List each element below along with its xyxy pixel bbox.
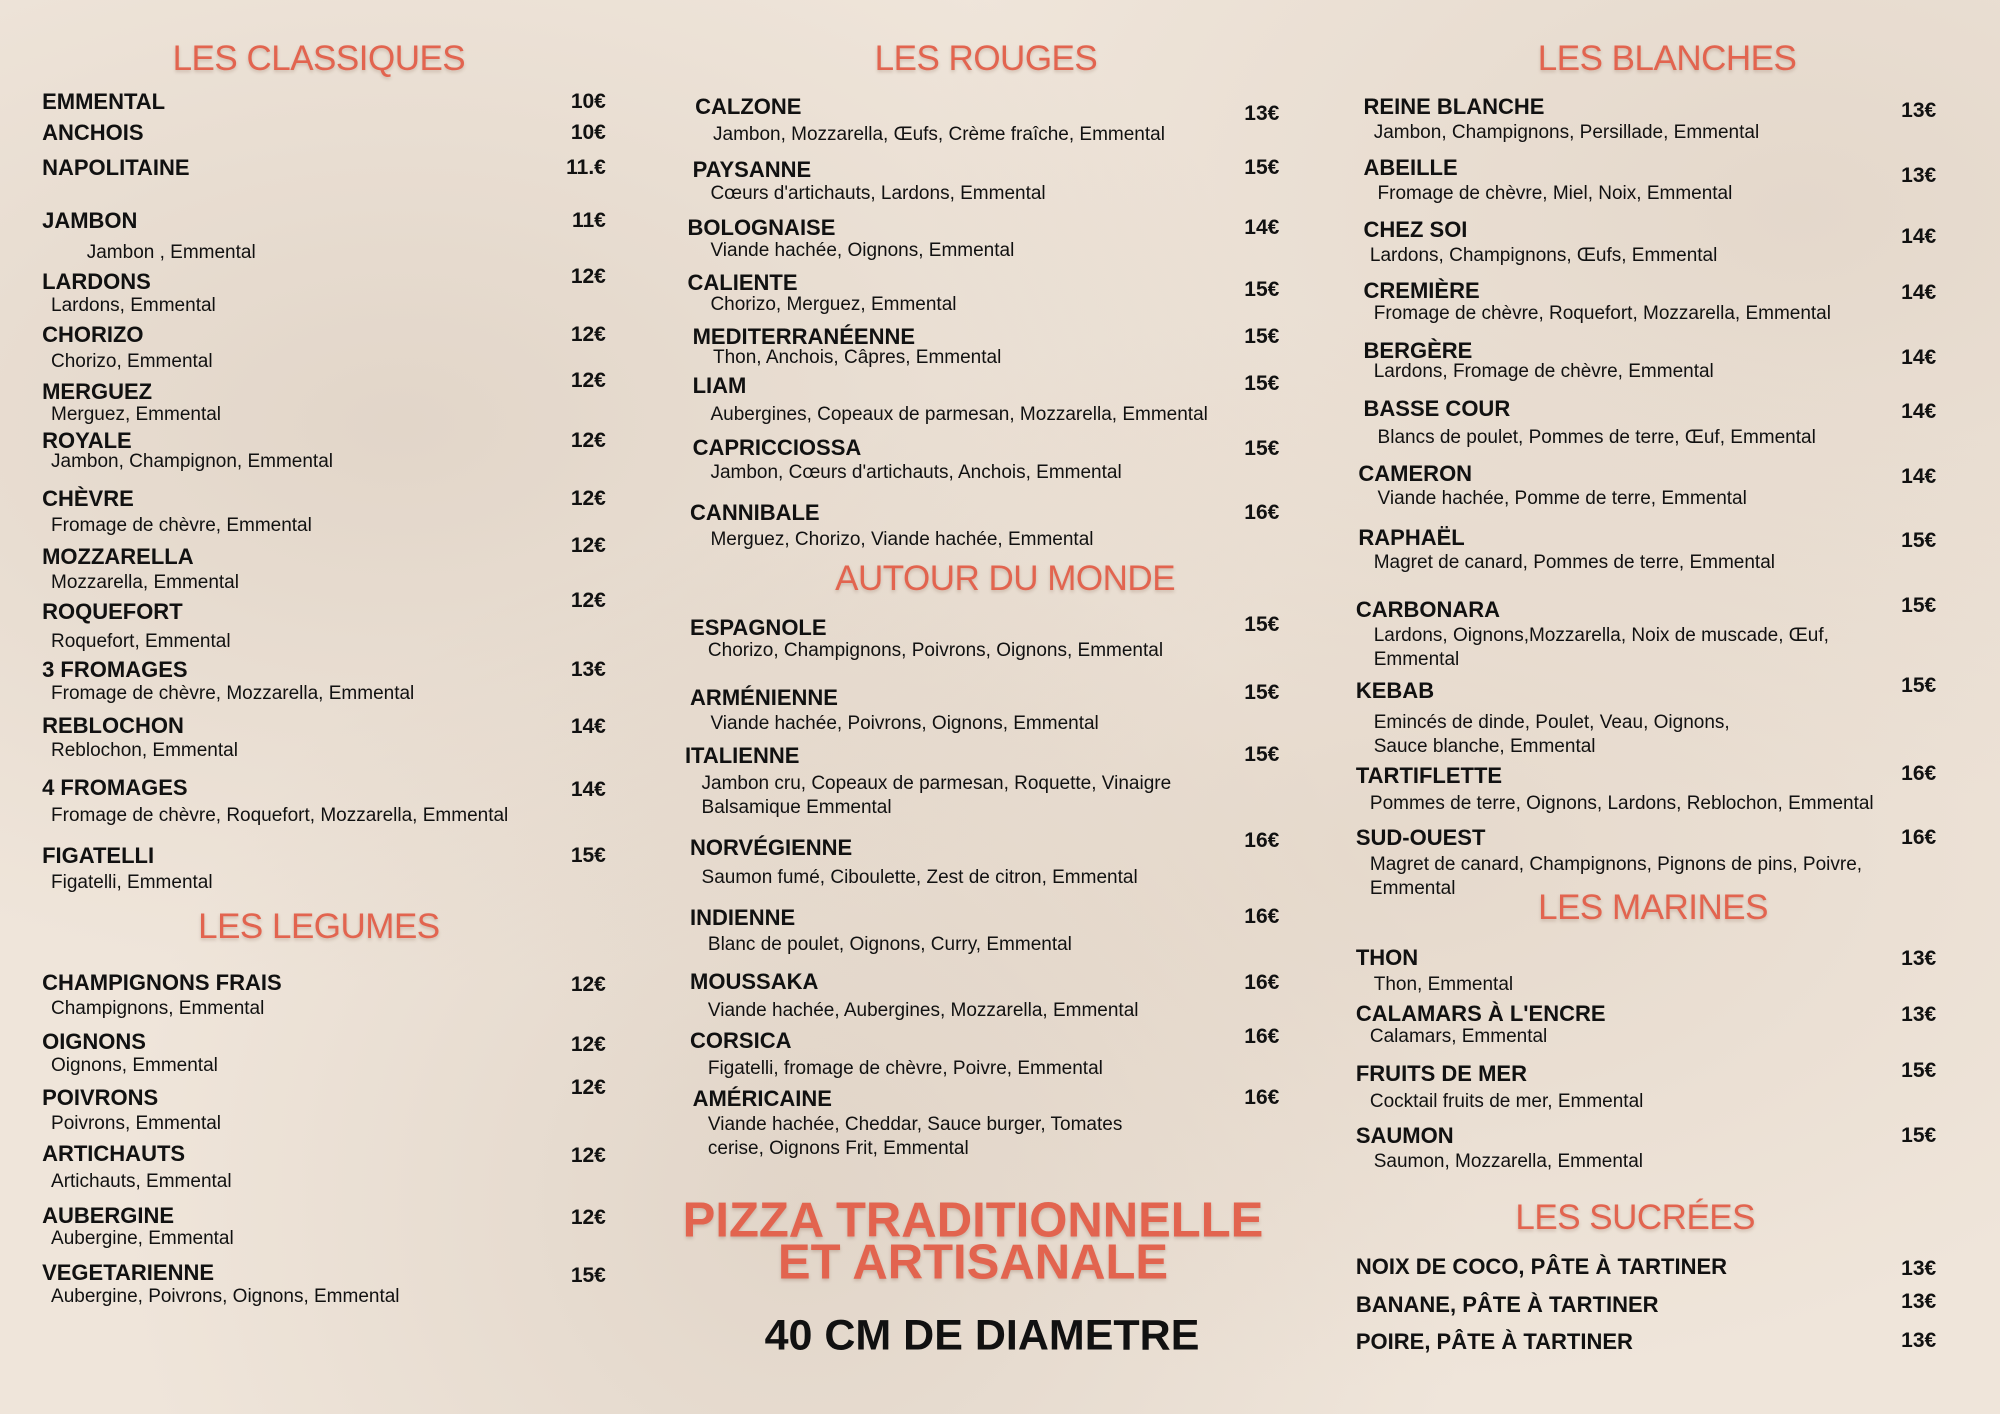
item-description: Oignons, Emmental (51, 1055, 218, 1077)
item-name: LARDONS (42, 268, 151, 294)
item-price: 12€ (570, 1032, 606, 1056)
item-name: CALZONE (695, 94, 802, 120)
item-description: Figatelli, Emmental (51, 871, 213, 893)
section-heading: LES BLANCHES (1537, 38, 1797, 78)
item-name: VEGETARIENNE (42, 1259, 215, 1285)
item-price: 12€ (570, 429, 606, 453)
item-name: 4 FROMAGES (42, 775, 188, 801)
item-name: CAPRICCIOSSA (692, 434, 862, 460)
item-price: 14€ (1901, 281, 1937, 305)
item-price: 13€ (1901, 947, 1937, 971)
item-description: Lardons, Champignons, Œufs, Emmental (1369, 245, 1718, 267)
pizza-size: 40 CM DE DIAMETRE (764, 1311, 1200, 1360)
banner-line-1: PIZZA TRADITIONNELLE (682, 1193, 1264, 1248)
item-description: Jambon, Mozzarella, Œufs, Crème fraîche, Emmental (713, 124, 1165, 146)
item-description: Viande hachée, Cheddar, Sauce burger, Tomates cerise, Oignons Frit, Emmental (707, 1114, 1123, 1159)
item-price: 12€ (570, 533, 606, 557)
item-price: 15€ (1244, 371, 1280, 395)
item-price: 15€ (1901, 1124, 1937, 1148)
item-description: Fromage de chèvre, Roquefort, Mozzarella, Emmental (51, 805, 509, 827)
item-price: 12€ (570, 1206, 606, 1230)
item-description: Viande hachée, Aubergines, Mozzarella, Emmental (707, 1000, 1139, 1022)
item-price: 15€ (1901, 1059, 1937, 1083)
item-description: Viande hachée, Pomme de terre, Emmental (1377, 487, 1747, 509)
item-name: CAMERON (1358, 461, 1473, 487)
item-name: 3 FROMAGES (42, 656, 188, 682)
item-price: 10€ (570, 120, 606, 144)
item-description: Chorizo, Merguez, Emmental (710, 293, 957, 315)
item-price: 15€ (1244, 277, 1280, 301)
item-description: Thon, Anchois, Câpres, Emmental (713, 347, 1002, 369)
item-name: CHEZ SOI (1363, 216, 1468, 242)
item-description: Mozzarella, Emmental (51, 571, 239, 593)
section-heading: LES CLASSIQUES (172, 38, 466, 78)
item-description: Fromage de chèvre, Miel, Noix, Emmental (1377, 182, 1733, 204)
item-name: ROYALE (42, 428, 132, 454)
item-price: 12€ (570, 972, 606, 996)
item-name: ABEILLE (1363, 155, 1458, 181)
item-description: Emincés de dinde, Poulet, Veau, Oignons, Sauce blanche, Emmental (1373, 712, 1730, 758)
item-name: NOIX DE COCO, PÂTE À TARTINER (1355, 1253, 1728, 1279)
item-name: ARTICHAUTS (42, 1141, 186, 1167)
item-name: TARTIFLETTE (1355, 762, 1503, 788)
item-price: 16€ (1244, 971, 1280, 995)
item-price: 15€ (570, 1263, 606, 1287)
item-price: 12€ (570, 588, 606, 612)
item-price: 13€ (1901, 164, 1937, 188)
item-description: Figatelli, fromage de chèvre, Poivre, Emmental (707, 1057, 1103, 1079)
item-price: 16€ (1901, 826, 1937, 849)
item-name: FIGATELLI (42, 842, 155, 868)
item-name: AUBERGINE (42, 1202, 175, 1228)
item-name: THON (1355, 944, 1419, 970)
item-description: Cocktail fruits de mer, Emmental (1369, 1091, 1644, 1113)
item-name: EMMENTAL (42, 89, 166, 115)
item-description: Lardons, Emmental (51, 295, 216, 317)
item-name: CHORIZO (42, 322, 144, 348)
item-description: Cœurs d'artichauts, Lardons, Emmental (710, 182, 1046, 204)
item-description: Saumon fumé, Ciboulette, Zest de citron, Emmental (701, 866, 1138, 888)
item-description: Poivrons, Emmental (51, 1112, 222, 1134)
item-description: Fromage de chèvre, Mozzarella, Emmental (51, 682, 415, 704)
item-price: 12€ (570, 486, 606, 510)
item-name: MERGUEZ (42, 378, 153, 404)
item-price: 13€ (1901, 98, 1937, 122)
item-price: 13€ (1901, 1328, 1937, 1352)
item-name: BOLOGNAISE (687, 215, 836, 241)
item-price: 11.€ (566, 156, 606, 180)
item-price: 13€ (1244, 101, 1280, 125)
item-name: ARMÉNIENNE (690, 684, 838, 710)
item-price: 12€ (570, 369, 606, 393)
item-name: ITALIENNE (684, 743, 800, 769)
item-name: SAUMON (1355, 1123, 1454, 1149)
item-description: Merguez, Emmental (51, 403, 222, 425)
item-name: CALIENTE (687, 270, 798, 296)
item-price: 16€ (1244, 828, 1280, 852)
item-name: POIVRONS (42, 1085, 159, 1111)
item-price: 15€ (1244, 436, 1280, 460)
item-name: ROQUEFORT (42, 599, 183, 625)
item-description: Viande hachée, Poivrons, Oignons, Emmental (710, 713, 1099, 735)
item-price: 13€ (570, 657, 606, 681)
item-name: OIGNONS (42, 1029, 146, 1055)
item-description: Fromage de chèvre, Roquefort, Mozzarella, Emmental (1373, 302, 1831, 324)
item-description: Aubergine, Emmental (51, 1227, 234, 1249)
item-price: 15€ (570, 843, 606, 867)
item-name: BASSE COUR (1363, 396, 1511, 422)
item-price: 13€ (1901, 1003, 1937, 1027)
item-description: Aubergine, Poivrons, Oignons, Emmental (51, 1286, 400, 1308)
item-description: Lardons, Oignons,Mozzarella, Noix de muscade, Œuf, Emmental (1373, 625, 1829, 671)
item-price: 16€ (1901, 762, 1937, 786)
item-name: MEDITERRANÉENNE (692, 323, 916, 349)
item-price: 16€ (1244, 1086, 1280, 1110)
section-heading: LES MARINES (1538, 888, 1768, 928)
item-description: Merguez, Chorizo, Viande hachée, Emmental (710, 528, 1094, 550)
item-description: Jambon, Champignon, Emmental (51, 450, 333, 472)
item-name: REBLOCHON (42, 712, 184, 738)
item-price: 12€ (570, 1143, 606, 1167)
item-name: CREMIÈRE (1363, 277, 1480, 303)
item-description: Chorizo, Emmental (51, 351, 213, 373)
item-name: MOZZARELLA (42, 544, 194, 570)
item-name: FRUITS DE MER (1355, 1060, 1527, 1086)
item-name: CORSICA (690, 1027, 792, 1053)
item-price: 13€ (1901, 1290, 1937, 1314)
item-price: 15€ (1901, 528, 1937, 552)
item-description: Blanc de poulet, Oignons, Curry, Emmental (707, 934, 1072, 956)
item-name: ANCHOIS (42, 119, 144, 145)
item-price: 15€ (1244, 743, 1280, 767)
item-name: CALAMARS À L'ENCRE (1355, 1001, 1606, 1027)
item-price: 14€ (570, 715, 606, 739)
item-price: 15€ (1901, 593, 1937, 617)
item-description: Reblochon, Emmental (51, 740, 238, 762)
item-description: Jambon cru, Copeaux de parmesan, Roquette, Vinaigre Balsamique Emmental (701, 773, 1172, 819)
item-price: 14€ (1901, 399, 1937, 423)
item-description: Champignons, Emmental (51, 997, 265, 1019)
item-price: 12€ (570, 1076, 606, 1099)
section-heading: LES SUCRÉES (1515, 1198, 1755, 1238)
item-name: SUD-OUEST (1355, 825, 1486, 850)
item-description: Viande hachée, Oignons, Emmental (710, 240, 1015, 262)
banner-line-2: ET ARTISANALE (777, 1235, 1169, 1290)
item-description: Pommes de terre, Oignons, Lardons, Reblochon, Emmental (1369, 792, 1874, 814)
item-price: 16€ (1244, 905, 1280, 929)
section-heading: AUTOUR DU MONDE (835, 559, 1176, 599)
item-name: BERGÈRE (1363, 337, 1473, 363)
item-description: Thon, Emmental (1373, 973, 1514, 995)
item-name: CHÈVRE (42, 485, 134, 511)
item-description: Blancs de poulet, Pommes de terre, Œuf, Emmental (1377, 426, 1816, 448)
item-price: 16€ (1244, 500, 1280, 524)
item-price: 11€ (571, 208, 606, 232)
item-name: KEBAB (1355, 678, 1435, 704)
item-price: 14€ (1901, 465, 1937, 489)
item-name: NAPOLITAINE (42, 155, 190, 181)
item-description: Jambon, Champignons, Persillade, Emmental (1373, 121, 1760, 143)
item-description: Lardons, Fromage de chèvre, Emmental (1373, 361, 1714, 383)
item-name: POIRE, PÂTE À TARTINER (1355, 1328, 1633, 1354)
item-name: BANANE, PÂTE À TARTINER (1355, 1291, 1659, 1317)
item-description: Chorizo, Champignons, Poivrons, Oignons, Emmental (707, 639, 1164, 661)
item-price: 13€ (1901, 1257, 1937, 1281)
item-price: 15€ (1244, 324, 1280, 348)
item-description: Jambon, Cœurs d'artichauts, Anchois, Emmental (710, 462, 1122, 484)
item-description: Roquefort, Emmental (51, 630, 231, 652)
item-name: INDIENNE (690, 905, 796, 931)
item-name: CHAMPIGNONS FRAIS (42, 970, 282, 996)
item-name: CARBONARA (1355, 596, 1501, 622)
item-price: 10€ (570, 90, 606, 114)
item-name: RAPHAËL (1358, 525, 1465, 551)
item-name: MOUSSAKA (690, 969, 819, 995)
section-heading: LES ROUGES (874, 38, 1098, 78)
item-price: 12€ (570, 264, 606, 288)
section-heading: LES LEGUMES (198, 907, 440, 947)
item-description: Calamars, Emmental (1369, 1025, 1548, 1047)
item-description: Jambon , Emmental (86, 241, 256, 263)
item-price: 15€ (1244, 613, 1280, 636)
item-price: 12€ (570, 323, 606, 347)
item-name: PAYSANNE (692, 156, 812, 182)
item-description: Aubergines, Copeaux de parmesan, Mozzarella, Emmental (710, 403, 1208, 425)
item-description: Fromage de chèvre, Emmental (51, 514, 312, 536)
item-price: 15€ (1901, 674, 1937, 698)
item-name: AMÉRICAINE (692, 1086, 832, 1112)
item-price: 15€ (1244, 680, 1280, 704)
item-description: Magret de canard, Pommes de terre, Emmental (1373, 551, 1776, 573)
item-price: 15€ (1244, 156, 1280, 180)
item-name: REINE BLANCHE (1363, 94, 1545, 120)
item-name: ESPAGNOLE (690, 614, 827, 640)
item-name: LIAM (692, 373, 747, 399)
item-price: 16€ (1244, 1024, 1280, 1048)
item-description: Magret de canard, Champignons, Pignons de pins, Poivre, Emmental (1369, 853, 1863, 899)
item-name: NORVÉGIENNE (690, 835, 853, 861)
item-name: CANNIBALE (690, 499, 820, 525)
item-name: JAMBON (42, 207, 138, 233)
item-price: 14€ (1901, 346, 1937, 370)
item-description: Artichauts, Emmental (51, 1171, 232, 1193)
item-price: 14€ (570, 777, 606, 801)
item-description: Saumon, Mozzarella, Emmental (1373, 1150, 1643, 1172)
item-price: 14€ (1901, 225, 1937, 249)
item-price: 14€ (1244, 216, 1280, 240)
